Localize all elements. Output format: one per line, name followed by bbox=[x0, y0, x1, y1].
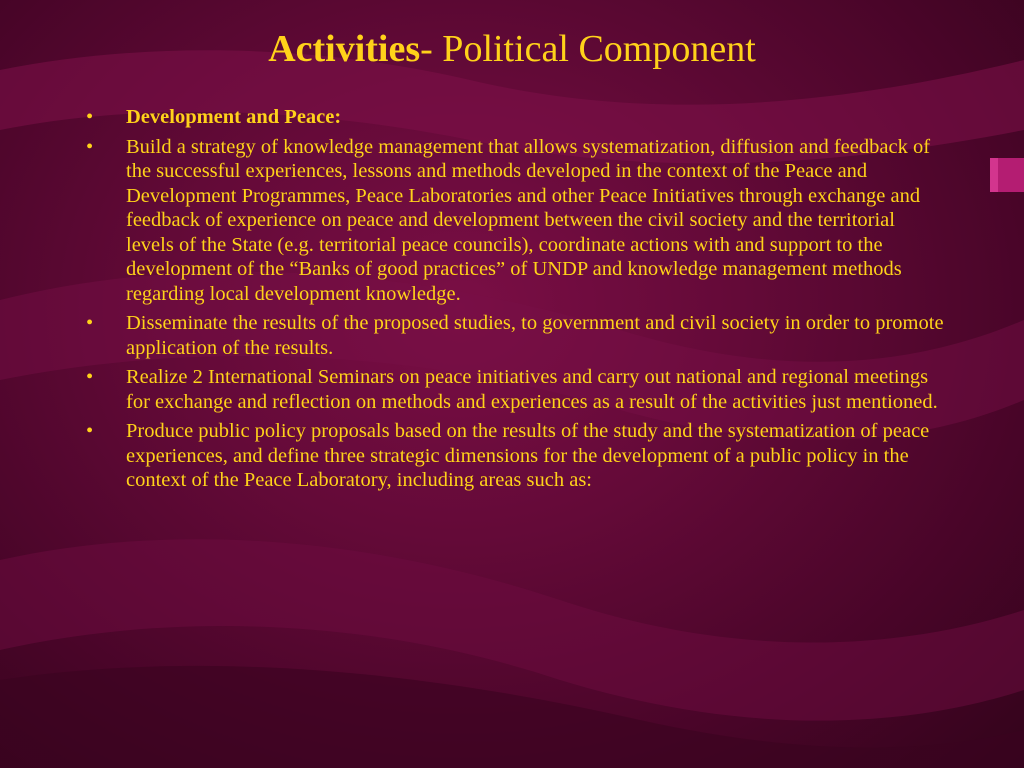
bullet-icon: • bbox=[86, 135, 94, 158]
bullet-icon: • bbox=[86, 420, 94, 442]
title-rest: - Political Component bbox=[420, 28, 756, 70]
bullet-list bbox=[86, 105, 946, 498]
bullet-item-policy-proposals bbox=[86, 419, 946, 493]
bullet-text: Disseminate the results of the proposed studies, to government and civil society in order to promote application of the results. bbox=[126, 312, 944, 359]
slide-title bbox=[0, 26, 1024, 72]
bullet-text: Build a strategy of knowledge management that allows systematization, diffusion and feedback of the successful experiences, lessons and methods developed in the context of the Peace and Development Programmes, Peace Laboratories and other Peace Initiatives through exchange and feedback of experience on peace and development between the civil society and the territorial levels of the State (e.g. territorial peace councils), coordinate actions with and support to the development of the “Banks of good practices” of UNDP and knowledge management methods regarding local development knowledge. bbox=[126, 135, 931, 305]
bullet-item-knowledge-strategy bbox=[86, 135, 946, 307]
title-bold-part: Activities bbox=[268, 28, 421, 70]
bullet-item-development-peace bbox=[86, 105, 946, 130]
bullet-text: Produce public policy proposals based on the results of the study and the systematization of peace experiences, and define three strategic dimensions for the development of a public policy in the context of the Peace Laboratory, including areas such as: bbox=[126, 420, 930, 491]
bullet-item-disseminate bbox=[86, 311, 946, 360]
bullet-icon: • bbox=[86, 106, 94, 128]
bullet-icon: • bbox=[86, 366, 94, 388]
bullet-icon: • bbox=[86, 312, 94, 334]
bullet-text: Development and Peace: bbox=[126, 106, 342, 128]
bullet-item-seminars bbox=[86, 365, 946, 414]
bullet-text: Realize 2 International Seminars on peace initiatives and carry out national and regional meetings for exchange and reflection on methods and experiences as a result of the activities just mentioned. bbox=[126, 366, 938, 413]
